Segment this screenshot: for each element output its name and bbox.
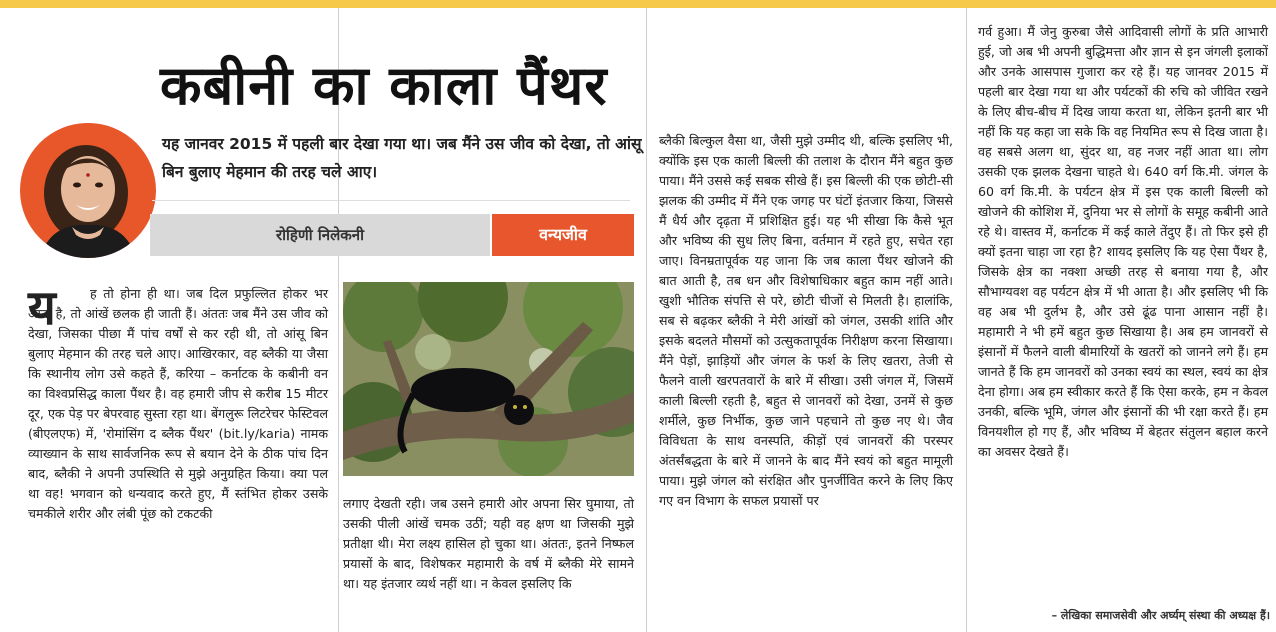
article-column-3: ब्लैकी बिल्कुल वैसा था, जैसी मुझे उम्मीद थी, बल्कि इसलिए भी, क्योंकि इस एक काली बिल्ली की तलाश के दौरान मैंने बहुत कुछ पाया। मैंने उससे कई सबक सीखे हैं। इस बिल्ली की एक छोटी-सी झलक की उम्मीद में मैंने एक जगह पर घंटों इंतजार किया, जिससे मैं धैर्य और दृढ़ता में प्रशिक्षित हुई। यह भी सीखा कि कैसे भूत और भविष्य की सुध लिए बिना, वर्तमान में रहते हुए, सचेत रहा जाए। विनम्रतापूर्वक यह जाना कि जब काला पैंथर खोजने की बात आती है, तब धन और विशेषाधिकार बहुत काम नहीं आते। खुशी भौतिक संपत्ति से परे, छोटी चीजों से मिलती है। हालांकि, सब से बढ़कर ब्लैकी ने मेरी आंखों को जंगल, उसकी शांति और इसके बदलते मौसमों को उत्सुकतापूर्वक निरीक्षण करना सिखाया। मैंने पेड़ों, झाड़ियों और जंगल के फर्श के लिए खतरा, तेजी से फैलने वाली खरपतवारों के बारे में सीखा। उसी जंगल में, जिसमें काली बिल्ली रहती है, बहुत से जानवरों को देखा, उनमें से कुछ शर्मीले, कुछ निर्भीक, कुछ जाने पहचाने तो कुछ नए थे। जैव विविधता के साथ वनस्पति, कीड़ों एवं जानवरों की परस्पर अंतर्संबद्धता के बारे में जानने के बाद मैंने स्वयं को बहुत मामूली पाया। मुझे जंगल को संरक्षित और पुनर्जीवित करने के लिए किए गए वन विभाग के सफल प्रयासों पर [659,133,953,508]
drop-cap: य [28,280,56,336]
author-footnote: – लेखिका समाजसेवी और अर्घ्यम् संस्था की अध्यक्ष हैं। [1051,609,1270,622]
author-byline: रोहिणी निलेकनी [276,226,364,244]
article-column-2: लगाए देखती रही। जब उसने हमारी ओर अपना सिर घुमाया, तो उसकी पीली आंखें चमक उठीं; यही वह क्षण था जिसकी मुझे प्रतीक्षा थी। मेरा लक्ष्य हासिल हो चुका था। अंततः, इतने निष्फल प्रयासों के बाद, विशेषकर महामारी के वर्ष में ब्लैकी मेरे सामने था। यह इंतजार व्यर्थ नहीं था। न केवल इसलिए कि [343,496,634,591]
article-column-4: गर्व हुआ। मैं जेनु कुरुबा जैसे आदिवासी लोगों के प्रति आभारी हुई, जो अब भी अपनी बुद्धिमत्ता और ज्ञान से इन जंगली इलाकों और उनके आसपास गुजारा कर रहे हैं। यह जानवर 2015 में पहली बार देखा गया था और पर्यटकों की रुचि को जीवित रखने के लिए बीच-बीच में दिख जाया करता था, लेकिन इतनी बार भी नहीं कि यह कहा जा सके कि वह नियमित रूप से दिख जाता है। वह सबसे अलग था, सुंदर था, वह नजर नहीं आता था। लोग उसकी एक झलक देखना चाहते थे। 640 वर्ग कि.मी. जंगल के 60 वर्ग कि.मी. के पर्यटन क्षेत्र में इस एक काली बिल्ली को खोजने की कोशिश में, दुनिया भर से लोगों के समूह कबीनी आते रहे थे। वास्तव में, कर्नाटक में कई काले तेंदुए हैं। तो फिर इसे ही क्यों इतना चाहा जा रहा है? शायद इसलिए कि यह ऐसा पैंथर है, जिसके क्षेत्र का नक्शा अच्छी तरह से बनाया गया है, और सौभाग्यवश वह पर्यटन क्षेत्र में भी आता है। और इसलिए भी कि वह अब भी दुर्लभ है, और उसे ढूंढ पाना आसान नहीं है। महामारी ने भी हमें बहुत कुछ सिखाया है। अब हम जानवरों से इंसानों में फैलने वाली बीमारियों के खतरों को जानने लगे हैं। हम जानते हैं कि हम जानवरों को उनका स्वयं का स्थल, स्वयं का क्षेत्र देना होगा। अब हम स्वीकार करते हैं कि ऐसा करके, हम न केवल उनकी, बल्कि भूमि, जंगल और इंसानों की भी रक्षा करते हैं। हम विनयशील हो गए हैं, और भविष्य में बेहतर संतुलन बहाल करने का अवसर देखते हैं। [978,24,1268,459]
author-portrait-illustration [20,123,156,258]
black-panther-in-tree-image [343,282,634,476]
column-divider [966,8,967,632]
article-column-1: ह तो होना ही था। जब दिल प्रफुल्लित होकर भर आता है, तो आंखें छलक ही जाती हैं। अंततः जब मैंने उस जीव को देखा, जिसका पीछा मैं पांच वर्षों से कर रही थी, तो आंसू बिन बुलाए मेहमान की तरह चले आए। आखिरकार, वह ब्लैकी या जैसा कि स्थानीय लोग उसे कहते हैं, करिया – कर्नाटक के कबीनी वन का विश्वप्रसिद्ध काला पैंथर है। वह हमारी जीप से करीब 15 मीटर दूर, एक पेड़ पर बेपरवाह सुस्ता रहा था। बेंगलुरू लिटरेचर फेस्टिवल (बीएलएफ) में, 'रोमांसिंग द ब्लैक पैंथर' (bit.ly/karia) नामक व्याख्यान के साथ सार्वजनिक रूप से बयान देने के ठीक पांच दिन बाद, ब्लैकी ने अपनी उपस्थिति से मुझे अनुग्रहित किया। क्या पल था वह! भगवान को धन्यवाद करते हुए, मैं स्तंभित होकर उसके चमकीले शरीर और लंबी पूंछ को टकटकी [28,286,328,521]
panther-photo [343,282,634,476]
deck-divider [152,200,630,201]
article-deck: यह जानवर 2015 में पहली बार देखा गया था। जब मैंने उस जीव को देखा, तो आंसू बिन बुलाए मेहमान की तरह चले आए। [162,135,642,181]
author-photo [20,123,156,258]
section-tag: वन्यजीव [492,214,634,256]
headline: कबीनी का काला पैंथर [160,54,608,117]
top-accent-bar [0,0,1276,8]
